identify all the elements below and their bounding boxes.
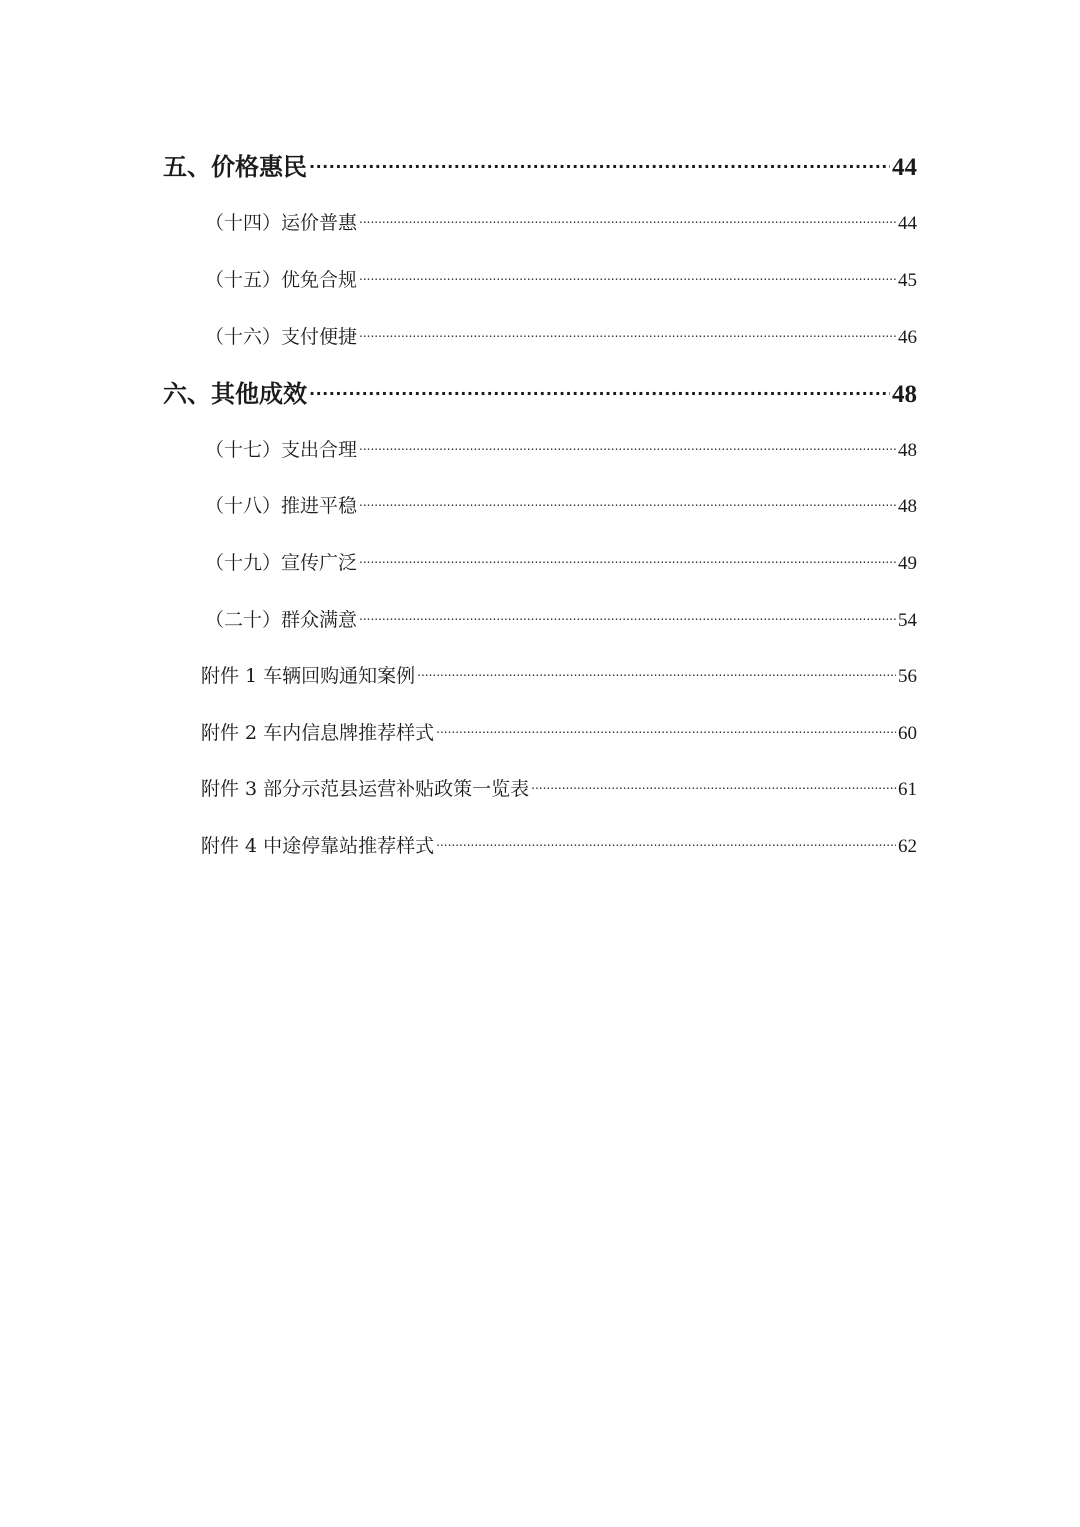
toc-page-number: 45 — [898, 270, 917, 291]
toc-item-label: （十四）运价普惠 — [205, 212, 358, 234]
toc-item-label: （十八）推进平稳 — [205, 495, 358, 517]
toc-attachment-4[interactable] — [201, 824, 917, 857]
dot-leader — [436, 711, 896, 739]
dot-leader — [309, 368, 890, 402]
dot-leader — [531, 767, 896, 795]
dot-leader — [359, 258, 896, 286]
toc-attachment-3[interactable] — [201, 767, 917, 800]
toc-page-number: 56 — [898, 666, 917, 687]
toc-attachment-label: 附件 3 部分示范县运营补贴政策一览表 — [201, 778, 530, 800]
toc-page-number: 44 — [898, 213, 917, 234]
toc-page-number: 48 — [892, 381, 917, 408]
toc-page-number: 54 — [898, 610, 917, 631]
toc-page-number: 46 — [898, 327, 917, 348]
toc-page-number: 48 — [898, 440, 917, 461]
toc-section-6[interactable] — [163, 368, 917, 408]
dot-leader — [359, 598, 896, 626]
toc-item-20[interactable] — [205, 598, 917, 631]
dot-leader — [417, 654, 896, 682]
dot-leader — [359, 541, 896, 569]
toc-attachment-2[interactable] — [201, 711, 917, 744]
toc-attachment-1[interactable] — [201, 654, 917, 687]
dot-leader — [359, 484, 896, 512]
toc-page-number: 61 — [898, 779, 917, 800]
toc-item-label: （十六）支付便捷 — [205, 326, 358, 348]
toc-item-15[interactable] — [205, 258, 917, 291]
dot-leader — [359, 315, 896, 343]
toc-attachment-label: 附件 1 车辆回购通知案例 — [201, 665, 416, 687]
toc-attachment-label: 附件 2 车内信息牌推荐样式 — [201, 722, 435, 744]
toc-item-16[interactable] — [205, 315, 917, 348]
dot-leader — [436, 824, 896, 852]
toc-section-label: 六、其他成效 — [163, 380, 307, 408]
toc-item-17[interactable] — [205, 428, 917, 461]
toc-page-number: 49 — [898, 553, 917, 574]
toc-item-18[interactable] — [205, 484, 917, 517]
toc-attachment-label: 附件 4 中途停靠站推荐样式 — [201, 835, 435, 857]
toc-item-19[interactable] — [205, 541, 917, 574]
toc-page-number: 44 — [892, 154, 917, 181]
toc-item-14[interactable] — [205, 201, 917, 234]
toc-item-label: （十九）宣传广泛 — [205, 552, 358, 574]
toc-section-5[interactable] — [163, 141, 917, 181]
dot-leader — [359, 428, 896, 456]
toc-page-number: 62 — [898, 836, 917, 857]
toc-section-label: 五、价格惠民 — [163, 153, 307, 181]
toc-item-label: （十五）优免合规 — [205, 269, 358, 291]
toc-page-number: 60 — [898, 723, 917, 744]
toc-page-number: 48 — [898, 496, 917, 517]
toc-item-label: （十七）支出合理 — [205, 439, 358, 461]
toc-item-label: （二十）群众满意 — [205, 609, 358, 631]
dot-leader — [359, 201, 896, 229]
dot-leader — [309, 141, 890, 175]
